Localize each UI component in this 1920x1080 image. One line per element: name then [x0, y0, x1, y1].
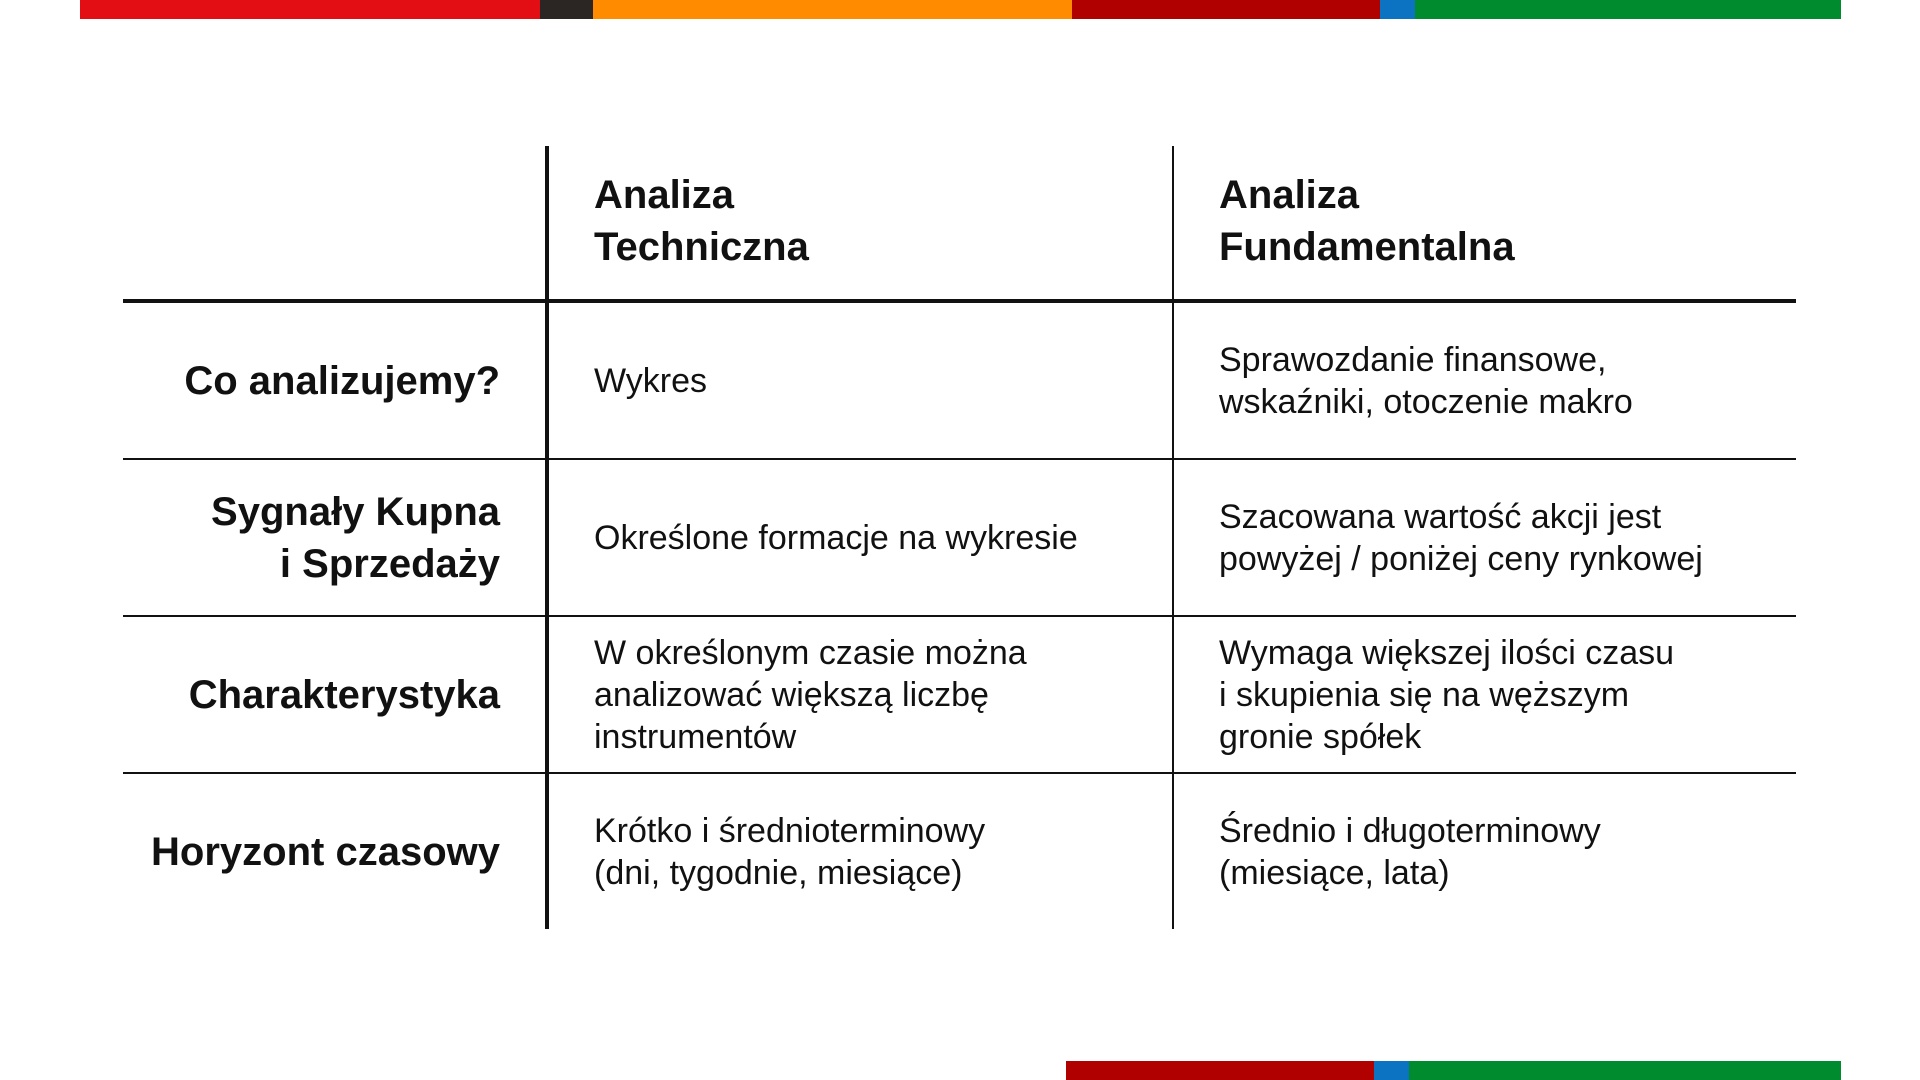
header-fundamental-analysis: Analiza Fundamentalna [1219, 173, 1515, 269]
row-label-characteristics: Charakterystyka [123, 617, 549, 772]
top-color-bar [80, 0, 1841, 19]
table-row [123, 303, 1796, 460]
row-label-time-horizon: Horyzont czasowy [123, 774, 549, 929]
table-row [123, 617, 1796, 774]
fundamental-cell: Szacowana wartość akcji jest powyżej / poniżej ceny rynkowej [1219, 497, 1703, 578]
header-technical-analysis: Analiza Techniczna [549, 146, 1174, 299]
bar-segment-black [540, 0, 593, 19]
technical-cell: Wykres [549, 303, 1174, 458]
row-label-signals: Sygnały Kupna i Sprzedaży [123, 460, 549, 615]
fundamental-cell: Sprawozdanie finansowe, wskaźniki, otoczenie makro [1219, 340, 1633, 421]
table-row [123, 774, 1796, 929]
bar-segment-dark-red [1066, 1061, 1374, 1080]
bar-segment-blue [1374, 1061, 1409, 1080]
bar-segment-orange [593, 0, 1072, 19]
bar-segment-blue [1380, 0, 1415, 19]
bottom-color-bar [1066, 1061, 1841, 1080]
bar-segment-green [1409, 1061, 1841, 1080]
header-corner-cell [123, 146, 549, 299]
bar-segment-red [80, 0, 540, 19]
bar-segment-green [1415, 0, 1841, 19]
technical-cell: Określone formacje na wykresie [549, 460, 1174, 615]
technical-cell: Krótko i średnioterminowy (dni, tygodnie, miesiące) [549, 774, 1174, 929]
table-header-row [123, 146, 1796, 303]
fundamental-cell: Średnio i długoterminowy (miesiące, lata) [1219, 811, 1601, 892]
row-label-what-we-analyze: Co analizujemy? [123, 303, 549, 458]
table-row [123, 460, 1796, 617]
comparison-table [123, 146, 1796, 929]
technical-cell: W określonym czasie można analizować większą liczbę instrumentów [549, 617, 1174, 772]
bar-segment-dark-red [1072, 0, 1380, 19]
fundamental-cell: Wymaga większej ilości czasu i skupienia się na węższym gronie spółek [1219, 633, 1675, 756]
